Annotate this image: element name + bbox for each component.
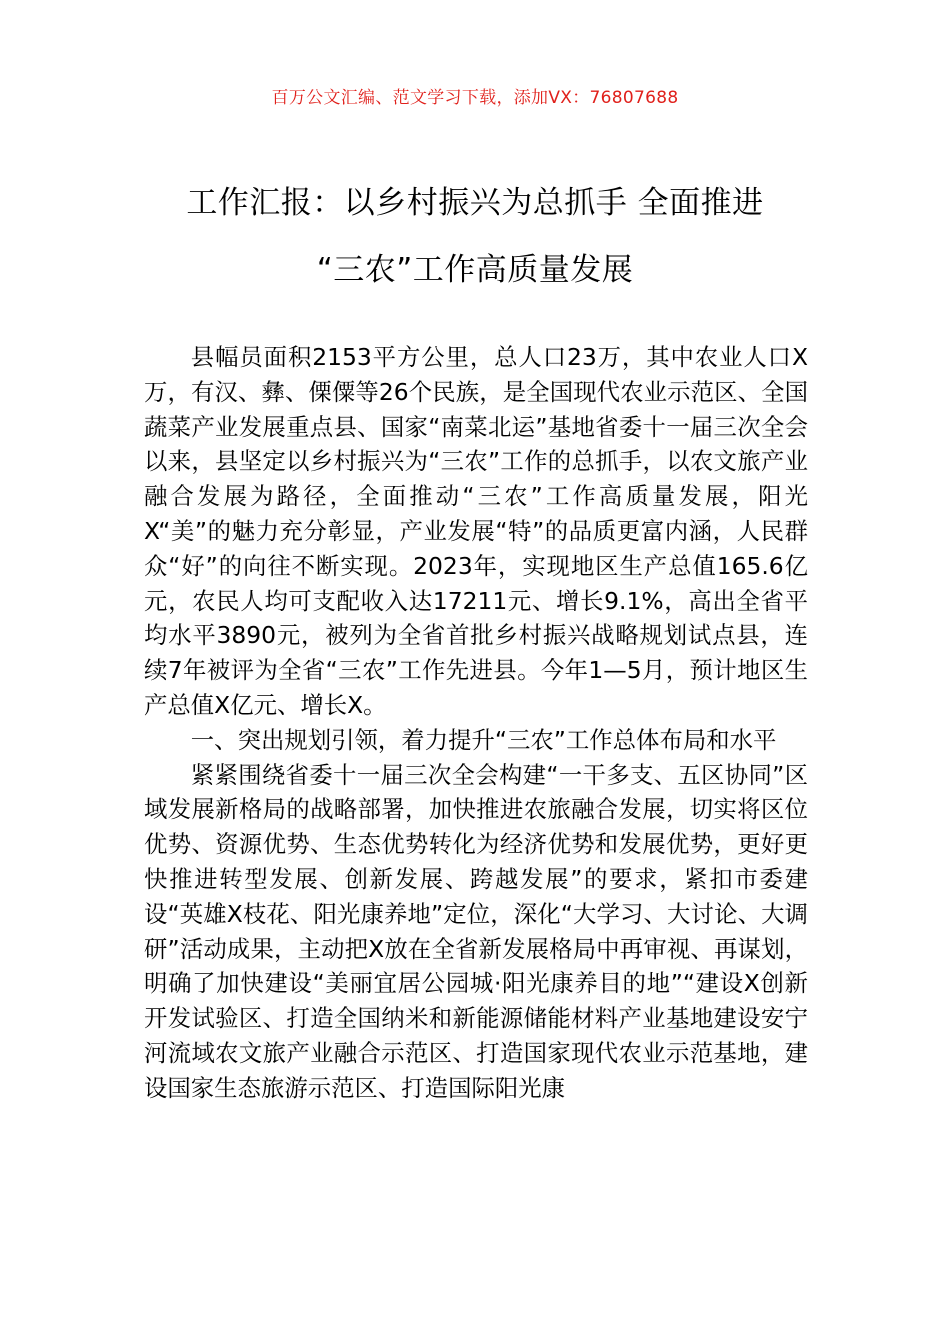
section-heading-1: 一、突出规划引领，着力提升“三农”工作总体布局和水平 xyxy=(190,725,777,754)
paragraph-section-1: 紧紧围绕省委十一届三次全会构建“一干多支、五区协同”区域发展新格局的战略部署，加快推进农旅融合发展，切实将区位优势、资源优势、生态优势转化为经济优势和发展优势，更好更快推进转型发展、创新发展、跨越发展”的要求，紧扣市委建设“英雄X枝花、阳光康养地”定位，深化“大学习、大讨论、大调研”活动成果，主动把X放在全省新发展格局中再审视、再谋划，明确了加快建设“美丽宜居公园城·阳光康养目的地”“建设X创新开发试验区、打造全国纳米和新能源储能材料产业基地建设安宁河流域农文旅产业融合示范区、打造国家现代农业示范基地，建设国家生态旅游示范区、打造国际阳光康 xyxy=(144,760,808,1102)
title-line-2: “三农”工作高质量发展 xyxy=(316,252,634,288)
paragraph-intro: 县幅员面积2153平方公里，总人口23万，其中农业人口X万，有汉、彝、傈僳等26个民族，是全国现代农业示范区、全国蔬菜产业发展重点县、国家“南菜北运”基地省委十一届三次全会以来，县坚定以乡村振兴为“三农”工作的总抓手，以农文旅产业融合发展为路径，全面推动“三农”工作高质量发展，阳光X“美”的魅力充分彰显，产业发展“特”的品质更富内涵，人民群众“好”的向往不断实现。2023年，实现地区生产总值165.6亿元，农民人均可支配收入达17211元、增长9.1%，高出全省平均水平3890元，被列为全省首批乡村振兴战略规划试点县，连续7年被评为全省“三农”工作先进县。今年1—5月，预计地区生产总值X亿元、增长X。 xyxy=(144,343,808,719)
header-note: 百万公文汇编、范文学习下载，添加VX：76807688 xyxy=(271,88,679,108)
title-line-1: 工作汇报：以乡村振兴为总抓手 全面推进 xyxy=(186,185,764,221)
body-text xyxy=(144,340,808,1106)
